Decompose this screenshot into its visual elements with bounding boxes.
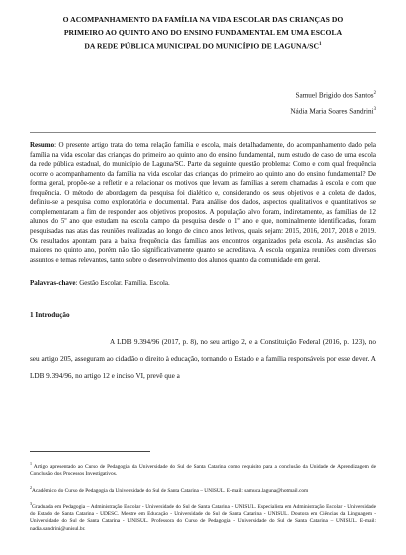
- footnote-2: [30, 484, 376, 495]
- keywords-label: Palavras-chave: [30, 279, 76, 288]
- author-2: [30, 103, 376, 118]
- abstract: [30, 141, 376, 265]
- title-line-2: PRIMEIRO AO QUINTO ANO DO ENSINO FUNDAMENTAL EM UMA ESCOLA: [63, 27, 343, 37]
- footnote-mark: 2: [30, 484, 32, 490]
- title-line-1: O ACOMPANHAMENTO DA FAMÍLIA NA VIDA ESCOLAR DAS CRIANÇAS DO: [62, 15, 344, 24]
- title-line-3: [30, 39, 376, 53]
- body-paragraph: A LDB 9.394/96 (2017, p. 8), no seu artigo 2, e a Constituição Federal (2016, p. 123), no seu artigo 205, asseguram ao cidadão o direito à educação, tornando o Estado e a família responsáveis por esse dever. A LDB 9.394/96, no artigo 12 e inciso VI, prevê que a: [30, 338, 376, 381]
- footnote-1: [30, 460, 376, 479]
- author-list: [30, 87, 376, 118]
- title-line-3-text: DA REDE PÚBLICA MUNICIPAL DO MUNICÍPIO DE LAGUNA/SC: [84, 41, 320, 51]
- keywords-text: : Gestão Escolar. Família. Escola.: [75, 279, 170, 288]
- author-footnote-mark[interactable]: 3: [373, 106, 376, 112]
- footnote-mark: 1: [30, 461, 32, 466]
- footnote-text: Artigo apresentado ao Curso de Pedagogia da Universidade do Sul de Santa Catarina como requisito para a conclusão da Unidade de Aprendizagem de Conclusão dos Processos Investigativos.: [30, 463, 376, 478]
- abstract-label: Resumo: [30, 141, 55, 150]
- footnote-mark: 3: [30, 500, 32, 506]
- abstract-divider: [30, 132, 376, 133]
- author-1: [30, 87, 376, 102]
- footnote-3: [30, 500, 376, 533]
- footnotes: [30, 451, 376, 538]
- article-title: [30, 14, 376, 53]
- section-heading: 1 Introdução: [30, 311, 70, 320]
- author-name: Nádia Maria Soares Sandrini: [290, 107, 374, 116]
- keywords: [30, 279, 376, 288]
- footnote-text: Acadêmico do Curso de Pedagogia da Universidade do Sul de Santa Catarina – UNISUL. E-mail: samuca.laguna@hotmail.com: [32, 487, 309, 494]
- footnote-text: Graduada em Pedagogia – Administração Escolar - Universidade do Sul de Santa Catarina - UNISUL. Especialista em Administração Escolar - Universidade do Estado de Santa Catarina - UDESC. Mestre em Educação - Universidade do Sul de Santa Catarina - UNISUL. Doutora em Ciências da Linguagem - Universidade do Sul de Santa Catarina - UNISUL. Professora do Curso de Pedagogia - Universidade do Sul de Santa Catarina – UNISUL. E-mail: nadia.sandrini@unisul.br.: [30, 503, 376, 532]
- author-name: Samuel Brigido dos Santos: [295, 91, 374, 100]
- footnote-divider: [30, 451, 150, 452]
- abstract-text: : O presente artigo trata do tema relação família e escola, mais detalhadamente, do acompanhamento dado pela família na vida escolar das crianças do primeiro ao quinto ano do ensino fundamental, num estudo de caso de uma escola da rede pública estadual, do município de Laguna/SC. Parte da seguinte questão problema: Como e com qual frequência ocorre o acompanhamento da família na vida escolar das crianças do primeiro ao quinto ano do ensino fundamental? De forma geral, propõe-se a refletir e a relacionar os motivos que levam as famílias a serem chamadas à escola e com que frequência. O método de abordagem da pesquisa foi dialético e, considerando os seus objetivos e a coleta de dados, definiu-se a pesquisa como exploratória e documental. Para análise dos dados, aspectos qualitativos e quantitativos se complementaram a fim de responder aos objetivos propostos. A população alvo foram, indiretamente, as famílias de 12 alunos do 5º ano que estudam na escola campo da pesquisa desde o 1º ano e que, nominalmente identificadas, foram pesquisadas nas atas das reuniões realizadas ao longo de cinco anos letivos, quais sejam: 2015, 2016, 2017, 2018 e 2019. Os resultados apontam para a baixa frequência das famílias aos encontros organizados pela escola. As ausências são maiores no quinto ano, porém não tão significativamente quanto se acreditava. A escola organiza reuniões com diversos assuntos e temas relevantes, tanto sobre o desenvolvimento dos alunos quanto da comunidade em geral.: [30, 141, 376, 264]
- author-footnote-mark[interactable]: 2: [373, 91, 376, 97]
- title-footnote-mark[interactable]: 1: [319, 42, 322, 48]
